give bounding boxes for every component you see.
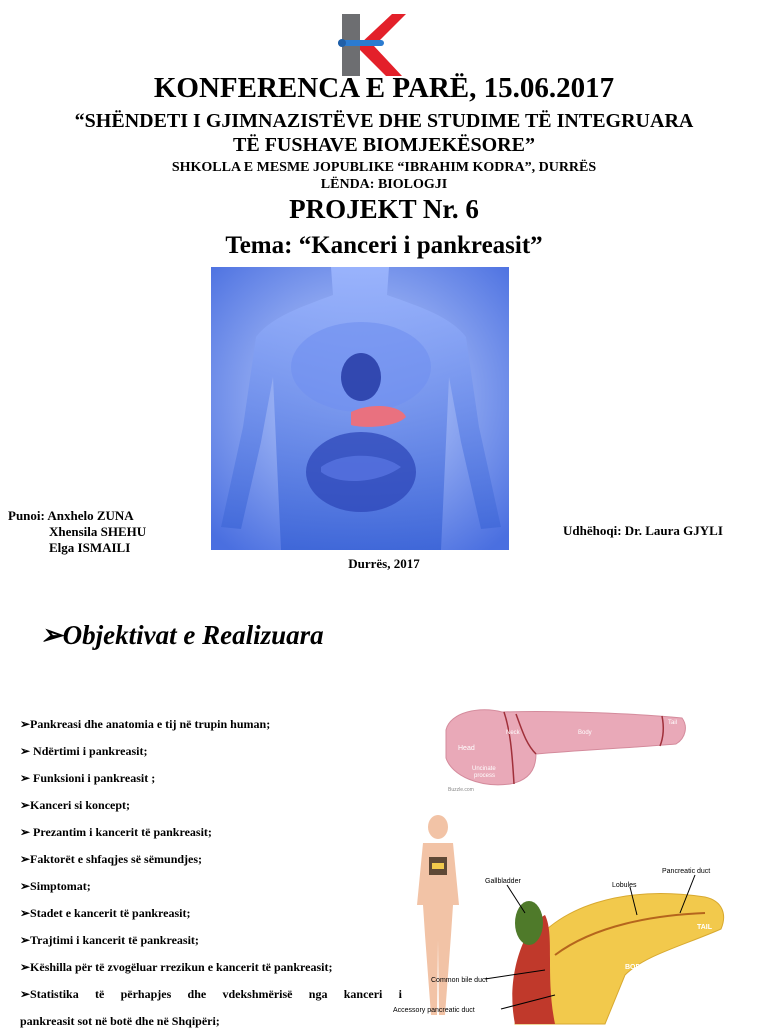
project-topic: Tema: “Kanceri i pankreasit” xyxy=(225,232,543,259)
label-tail: Tail xyxy=(668,720,678,726)
objectives-title: ➢Objektivat e Realizuara xyxy=(40,620,324,650)
list-item: ➢ Funksioni i pankreasit ; xyxy=(20,771,156,785)
human-anatomy-image xyxy=(211,267,509,550)
body-figure xyxy=(417,815,459,1015)
subject-name: LËNDA: BIOLOGJI xyxy=(320,177,448,192)
list-item: pankreasit sot në botë dhe në Shqipëri; xyxy=(20,1014,220,1028)
project-number: PROJEKT Nr. 6 xyxy=(289,194,479,224)
label-accessory-duct: Accessory pancreatic duct xyxy=(393,1007,475,1014)
pancreas-parts-diagram xyxy=(440,700,690,792)
school-name: SHKOLLA E MESME JOPUBLIKE “IBRAHIM KODRA”, DURRËS xyxy=(171,160,597,175)
label-head: Head xyxy=(458,745,475,752)
conference-subtitle-line1: “SHËNDETI I GJIMNAZISTËVE DHE STUDIME TË INTEGRUARA xyxy=(74,110,694,132)
list-item: ➢Statistika të përhapjes dhe vdekshmërisë nga kanceri i xyxy=(20,987,402,1001)
list-item: ➢ Ndërtimi i pankreasit; xyxy=(20,744,148,758)
label-gallbladder: Gallbladder xyxy=(485,878,521,885)
list-item: ➢ Prezantim i kancerit të pankreasit; xyxy=(20,825,212,839)
objectives-list xyxy=(20,711,405,1028)
author-2: Xhensila SHEHU xyxy=(49,524,147,539)
author-1: Punoi: Anxhelo ZUNA xyxy=(8,508,134,523)
list-item: ➢Këshilla për të zvogëluar rrezikun e kancerit të pankreasit; xyxy=(20,960,333,974)
list-item: ➢Faktorët e shfaqjes së sëmundjes; xyxy=(20,852,203,866)
place-year: Durrës, 2017 xyxy=(348,556,420,571)
label-common-bile-duct: Common bile duct xyxy=(431,977,488,984)
label-process: process xyxy=(474,773,496,779)
label-lobules: Lobules xyxy=(612,882,637,889)
advisor: Udhëhoqi: Dr. Laura GJYLI xyxy=(563,523,723,538)
label-body: BODY xyxy=(625,964,646,971)
author-3: Elga ISMAILI xyxy=(49,540,131,555)
list-item: ➢Kanceri si koncept; xyxy=(20,798,131,812)
label-body: Body xyxy=(578,730,592,736)
conference-logo xyxy=(336,10,408,80)
conference-title: KONFERENCA E PARË, 15.06.2017 xyxy=(153,72,615,104)
list-item: ➢Trajtimi i kancerit të pankreasit; xyxy=(20,933,199,947)
list-item: ➢Pankreasi dhe anatomia e tij në trupin human; xyxy=(20,717,271,731)
pancreas-detail-diagram xyxy=(393,805,735,1024)
label-neck: Neck xyxy=(506,730,520,736)
label-pancreatic-duct: Pancreatic duct xyxy=(662,868,711,875)
label-tail: TAIL xyxy=(697,924,713,931)
list-item: ➢Simptomat; xyxy=(20,879,91,893)
list-item: ➢Stadet e kancerit të pankreasit; xyxy=(20,906,191,920)
image-source: Buzzle.com xyxy=(448,787,474,793)
conference-subtitle-line2: TË FUSHAVE BIOMJEKËSORE” xyxy=(233,134,535,156)
label-uncinate: Uncinate xyxy=(472,766,496,772)
